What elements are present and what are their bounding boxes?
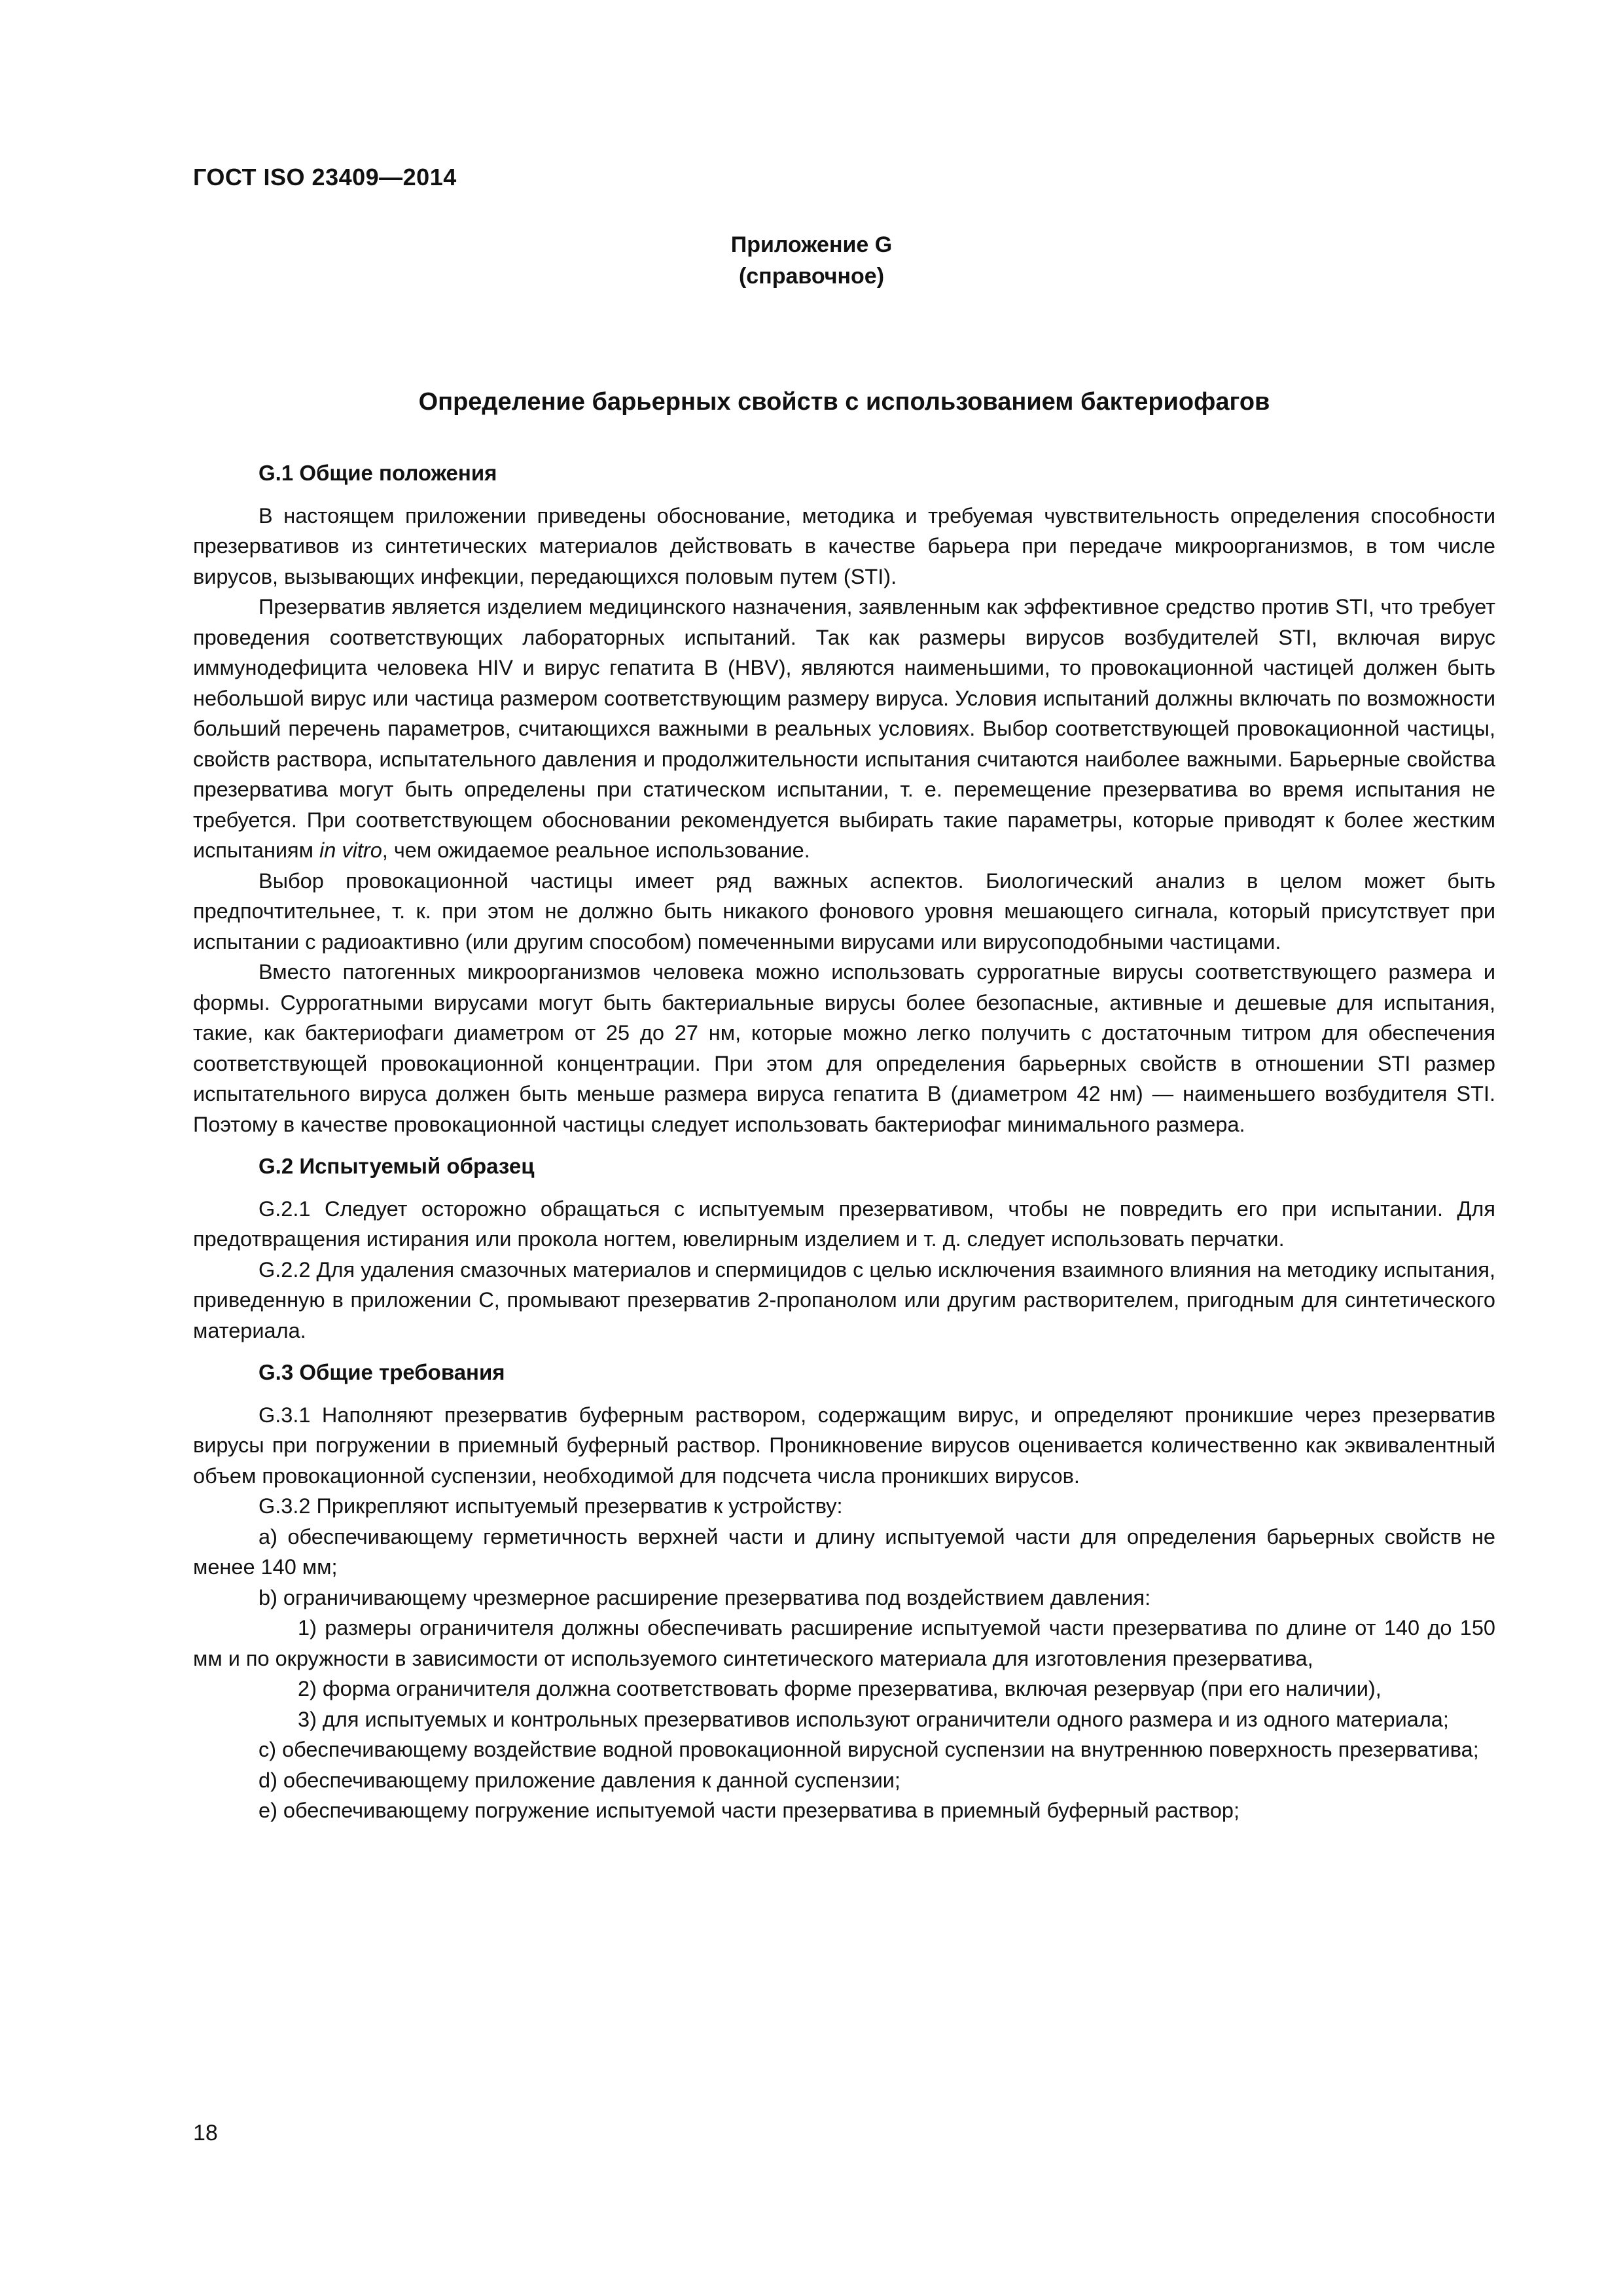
list-item: а) обеспечивающему герметичность верхней части и длину испытуемой части для определения барьерных свойств не менее 140 мм;: [193, 1524, 1495, 1579]
section-heading-g1: G.1 Общие положения: [259, 461, 497, 485]
paragraph: G.2.1 Следует осторожно обращаться с испытуемым презервативом, чтобы не повредить его при испытании. Для предотвращения истирания или прокола ногтем, ювелирным изделием и т. д. следует использовать перчатки.: [193, 1196, 1495, 1251]
paragraph: В настоящем приложении приведены обоснование, методика и требуемая чувствительность определения способности презервативов из синтетических материалов действовать в качестве барьера при передаче микроорганизмов, в том числе вирусов, вызывающих инфекции, передающихся половым путем (STI).: [193, 503, 1495, 588]
appendix-title: Приложение G: [730, 232, 893, 257]
list-subitem: 1) размеры ограничителя должны обеспечивать расширение испытуемой части презерватива по длине от 140 до 150 мм и по окружности в зависимости от используемого синтетического материала для изготовления презерватива,: [193, 1616, 1495, 1670]
section-heading-g2: G.2 Испытуемый образец: [259, 1154, 535, 1178]
appendix-type: (справочное): [738, 264, 885, 289]
list-item: е) обеспечивающему погружение испытуемой части презерватива в приемный буферный раствор;: [259, 1799, 1240, 1822]
list-subitem: 2) форма ограничителя должна соответствовать форме презерватива, включая резервуар (при его наличии),: [298, 1677, 1382, 1700]
list-item: b) ограничивающему чрезмерное расширение презерватива под воздействием давления:: [259, 1585, 1151, 1609]
paragraph: G.3.1 Наполняют презерватив буферным раствором, содержащим вирус, и определяют проникшие через презерватив вирусы при погружении в приемный буферный раствор. Проникновение вирусов оценивается количественно как эквивалентный объем провокационной суспензии, необходимой для подсчета числа проникших вирусов.: [193, 1403, 1495, 1488]
paragraph: G.2.2 Для удаления смазочных материалов и спермицидов с целью исключения взаимного влияния на методику испытания, приведенную в приложении С, промывают презерватив 2-пропанолом или другим растворителем, пригодным для синтетического материала.: [193, 1257, 1495, 1342]
list-subitem: 3) для испытуемых и контрольных презервативов используют ограничители одного размера и из одного материала;: [298, 1707, 1449, 1731]
list-item: с) обеспечивающему воздействие водной провокационной вирусной суспензии на внутреннюю поверхность презерватива;: [259, 1738, 1479, 1761]
paragraph-text: , чем ожидаемое реальное использование.: [382, 838, 810, 862]
list-item: d) обеспечивающему приложение давления к данной суспензии;: [259, 1768, 901, 1792]
appendix-label: [0, 229, 1623, 292]
paragraph: Вместо патогенных микроорганизмов человека можно использовать суррогатные вирусы соответствующего размера и формы. Суррогатными вирусами могут быть бактериальные вирусы более безопасные, активные и дешевые для испытания, такие, как бактериофаги диаметром от 25 до 27 нм, которые можно легко получить с достаточным титром для обеспечения соответствующей провокационной концентрации. При этом для определения барьерных свойств в отношении STI размер испытательного вируса должен быть меньше размера вируса гепатита В (диаметром 42 нм) — наименьшего возбудителя STI. Поэтому в качестве провокационной частицы следует использовать бактериофаг минимального размера.: [193, 960, 1495, 1136]
italic-term: in vitro: [319, 838, 382, 862]
paragraph: Выбор провокационной частицы имеет ряд важных аспектов. Биологический анализ в целом может быть предпочтительнее, т. к. при этом не должно быть никакого фонового уровня мешающего сигнала, который присутствует при испытании с радиоактивно (или другим способом) помеченными вирусами или вирусоподобными частицами.: [193, 869, 1495, 954]
page-number: 18: [193, 2121, 218, 2145]
paragraph-text: Презерватив является изделием медицинского назначения, заявленным как эффективное средство против STI, что требует проведения соответствующих лабораторных испытаний. Так как размеры вирусов возбудителей STI, включая вирус иммунодефицита человека HIV и вирус гепатита В (HBV), являются наименьшими, то провокационной частицей должен быть небольшой вирус или частица размером соответствующим размеру вируса. Условия испытаний должны включать по возможности больший перечень параметров, считающихся важными в реальных условиях. Выбор соответствующей провокационной частицы, свойств раствора, испытательного давления и продолжительности испытания считаются наиболее важными. Барьерные свойства презерватива могут быть определены при статическом испытании, т. е. перемещение презерватива во время испытания не требуется. При соответствующем обосновании рекомендуется выбирать такие параметры, которые приводят к более жестким испытаниям: [193, 595, 1495, 862]
appendix-heading: Определение барьерных свойств с использованием бактериофагов: [418, 388, 1270, 416]
document-code: ГОСТ ISO 23409—2014: [193, 164, 457, 190]
paragraph: [193, 592, 1495, 866]
paragraph: G.3.2 Прикрепляют испытуемый презерватив к устройству:: [259, 1494, 843, 1518]
section-heading-g3: G.3 Общие требования: [259, 1360, 505, 1384]
document-body: [193, 458, 1495, 1826]
